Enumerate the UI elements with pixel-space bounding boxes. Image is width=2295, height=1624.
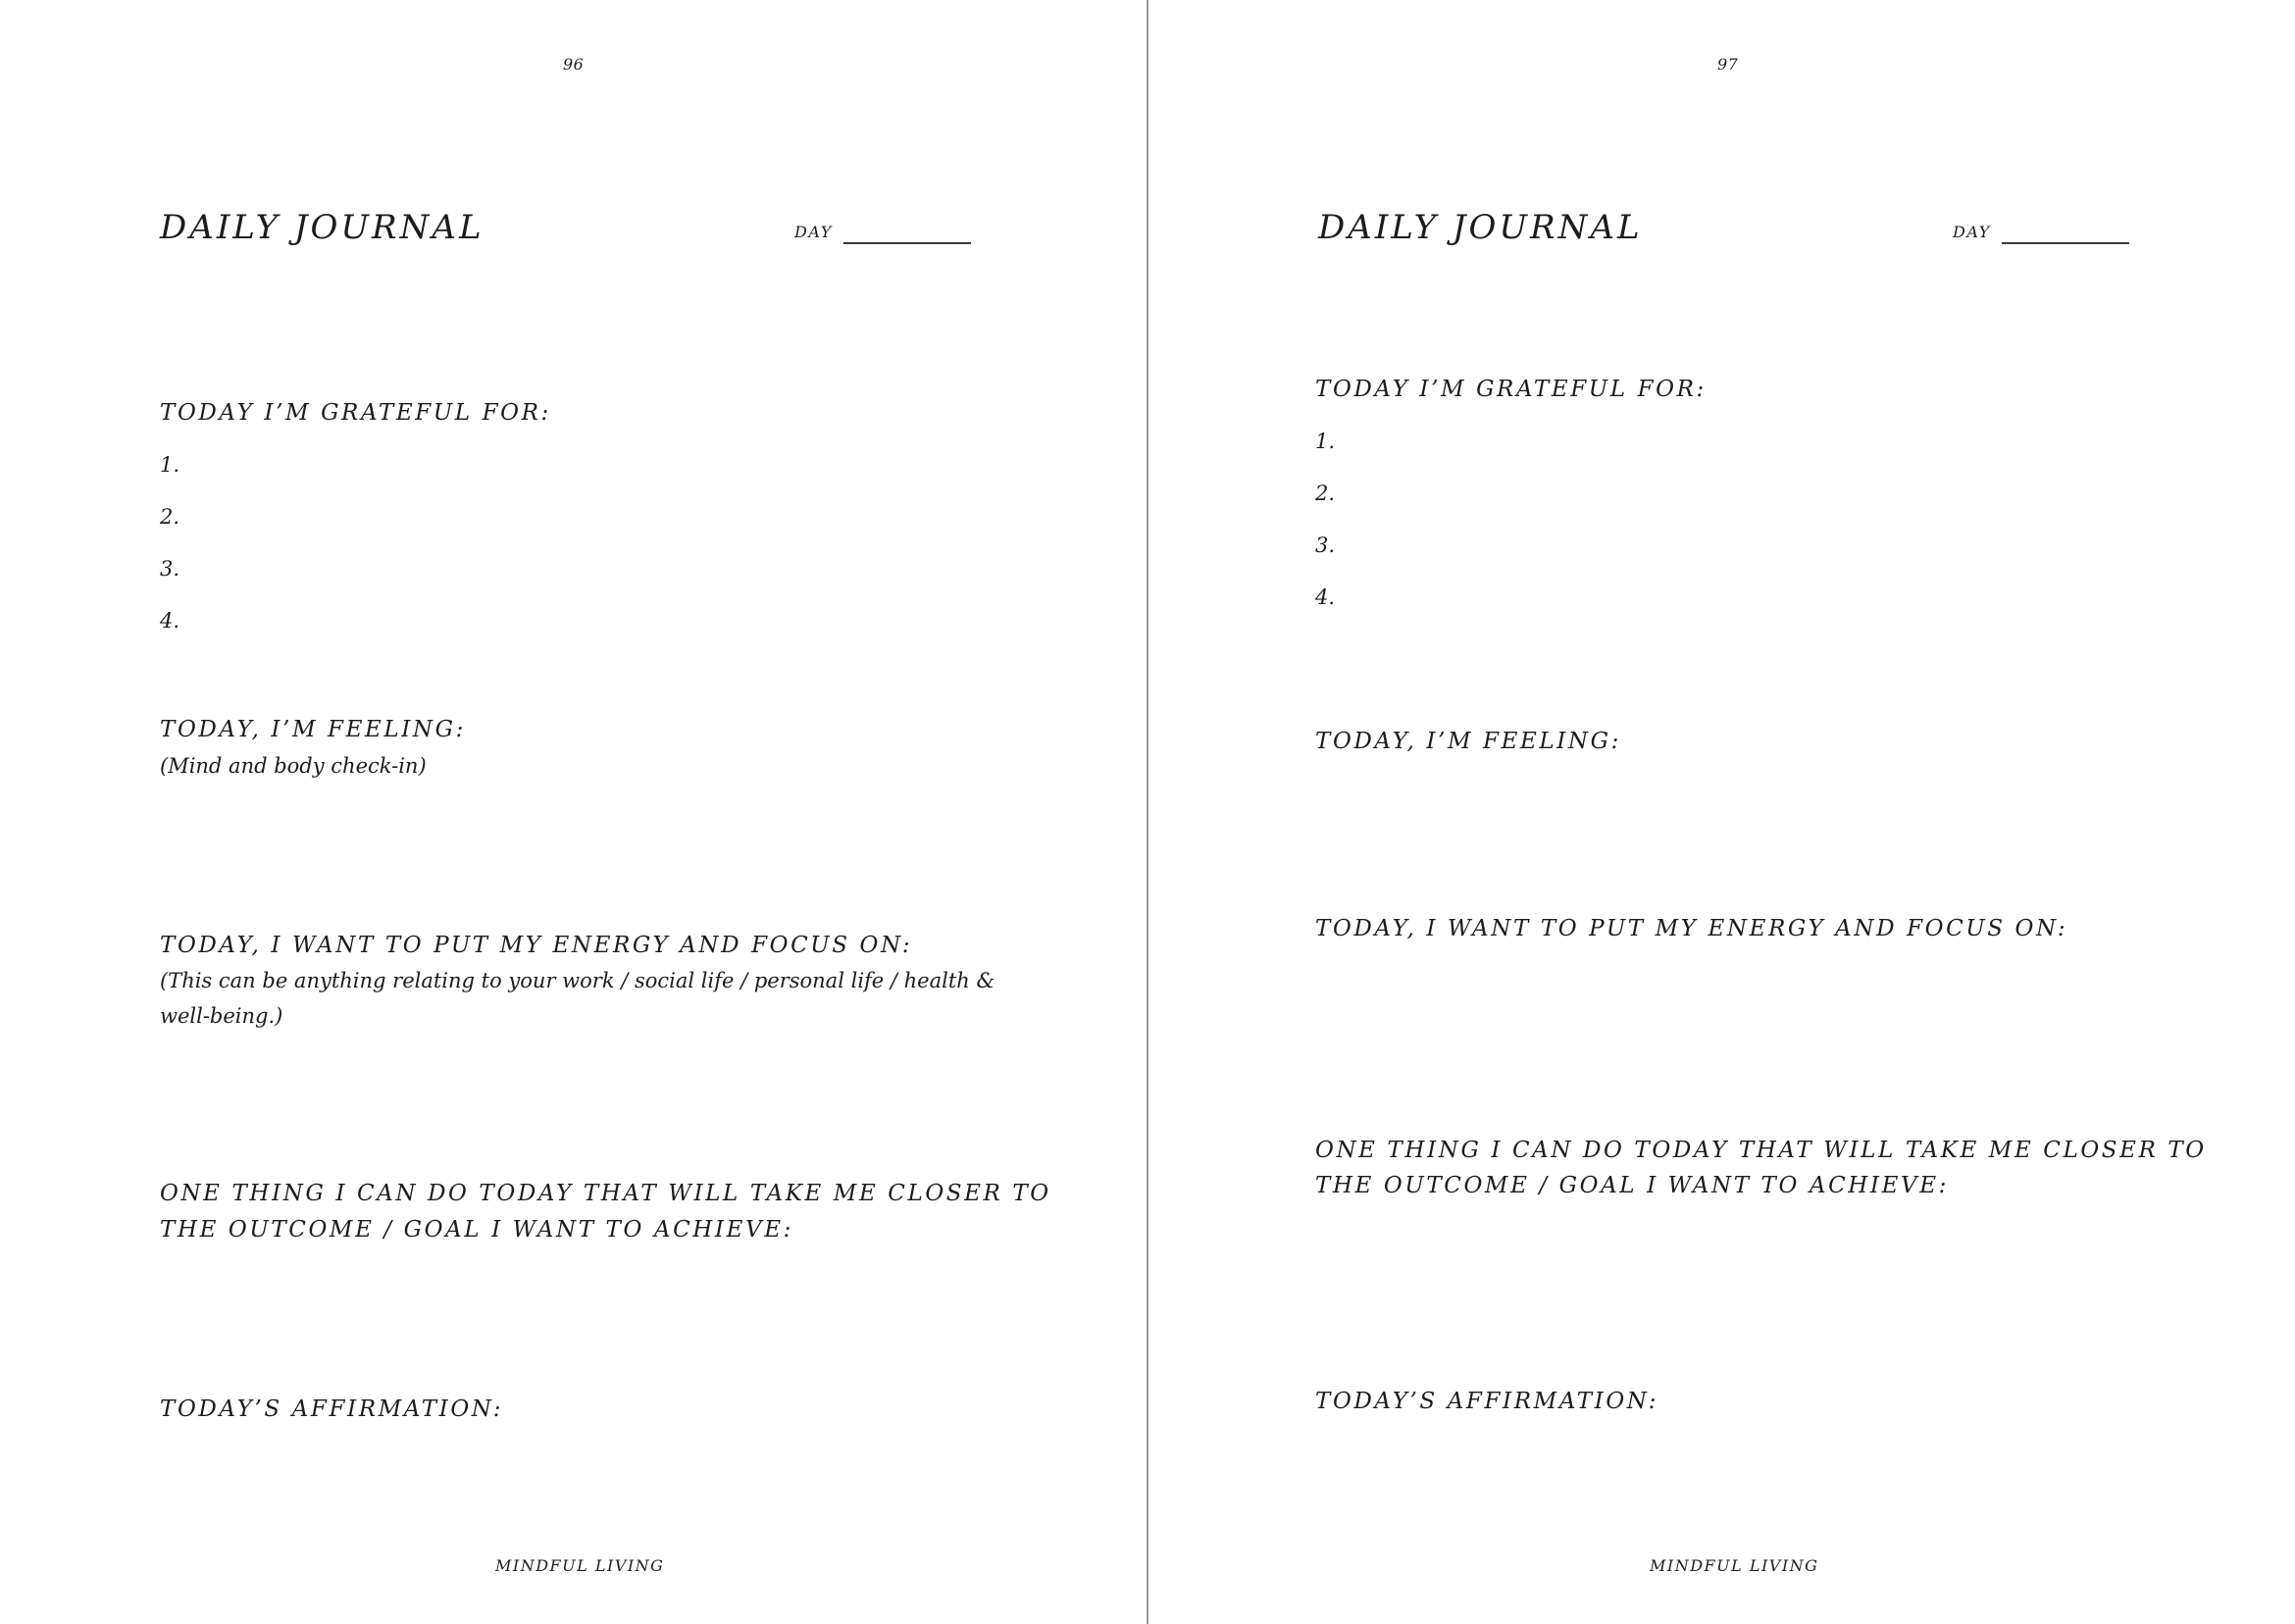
feeling-heading: TODAY, I’M FEELING: <box>160 717 466 742</box>
feeling-note: (Mind and body check-in) <box>160 754 427 778</box>
grateful-item-3[interactable]: 3. <box>1315 533 1336 557</box>
grateful-item-2[interactable]: 2. <box>160 505 180 529</box>
goal-heading-line1: ONE THING I CAN DO TODAY THAT WILL TAKE ME CLOSER TO <box>1315 1138 2207 1163</box>
page-number: 97 <box>1717 55 1739 74</box>
grateful-item-3[interactable]: 3. <box>160 557 180 581</box>
focus-heading: TODAY, I WANT TO PUT MY ENERGY AND FOCUS ON: <box>1315 916 2068 941</box>
grateful-item-2[interactable]: 2. <box>1315 482 1336 505</box>
focus-note-line2: well-being.) <box>160 1004 283 1028</box>
page-title: DAILY JOURNAL <box>160 208 484 247</box>
affirmation-heading: TODAY’S AFFIRMATION: <box>160 1396 504 1422</box>
goal-heading-line2: THE OUTCOME / GOAL I WANT TO ACHIEVE: <box>160 1217 793 1243</box>
focus-heading: TODAY, I WANT TO PUT MY ENERGY AND FOCUS ON: <box>160 933 913 958</box>
affirmation-heading: TODAY’S AFFIRMATION: <box>1315 1389 1659 1414</box>
day-input-line[interactable] <box>2002 242 2129 244</box>
focus-note-line1: (This can be anything relating to your work / social life / personal life / health & <box>160 969 995 992</box>
grateful-item-1[interactable]: 1. <box>1315 430 1336 453</box>
right-page <box>1148 0 2295 1624</box>
grateful-item-4[interactable]: 4. <box>1315 585 1336 609</box>
page-number: 96 <box>563 55 585 74</box>
feeling-heading: TODAY, I’M FEELING: <box>1315 729 1621 754</box>
grateful-item-1[interactable]: 1. <box>160 453 180 477</box>
grateful-item-4[interactable]: 4. <box>160 609 180 633</box>
grateful-heading: TODAY I’M GRATEFUL FOR: <box>1315 377 1707 402</box>
day-input-line[interactable] <box>843 242 971 244</box>
page-title: DAILY JOURNAL <box>1318 208 1643 247</box>
page-footer: MINDFUL LIVING <box>495 1556 665 1575</box>
page-footer: MINDFUL LIVING <box>1650 1556 1819 1575</box>
goal-heading-line1: ONE THING I CAN DO TODAY THAT WILL TAKE ME CLOSER TO <box>160 1181 1051 1206</box>
goal-heading-line2: THE OUTCOME / GOAL I WANT TO ACHIEVE: <box>1315 1173 1949 1198</box>
day-label: DAY <box>1953 223 1991 241</box>
day-label: DAY <box>794 223 833 241</box>
grateful-heading: TODAY I’M GRATEFUL FOR: <box>160 400 551 426</box>
